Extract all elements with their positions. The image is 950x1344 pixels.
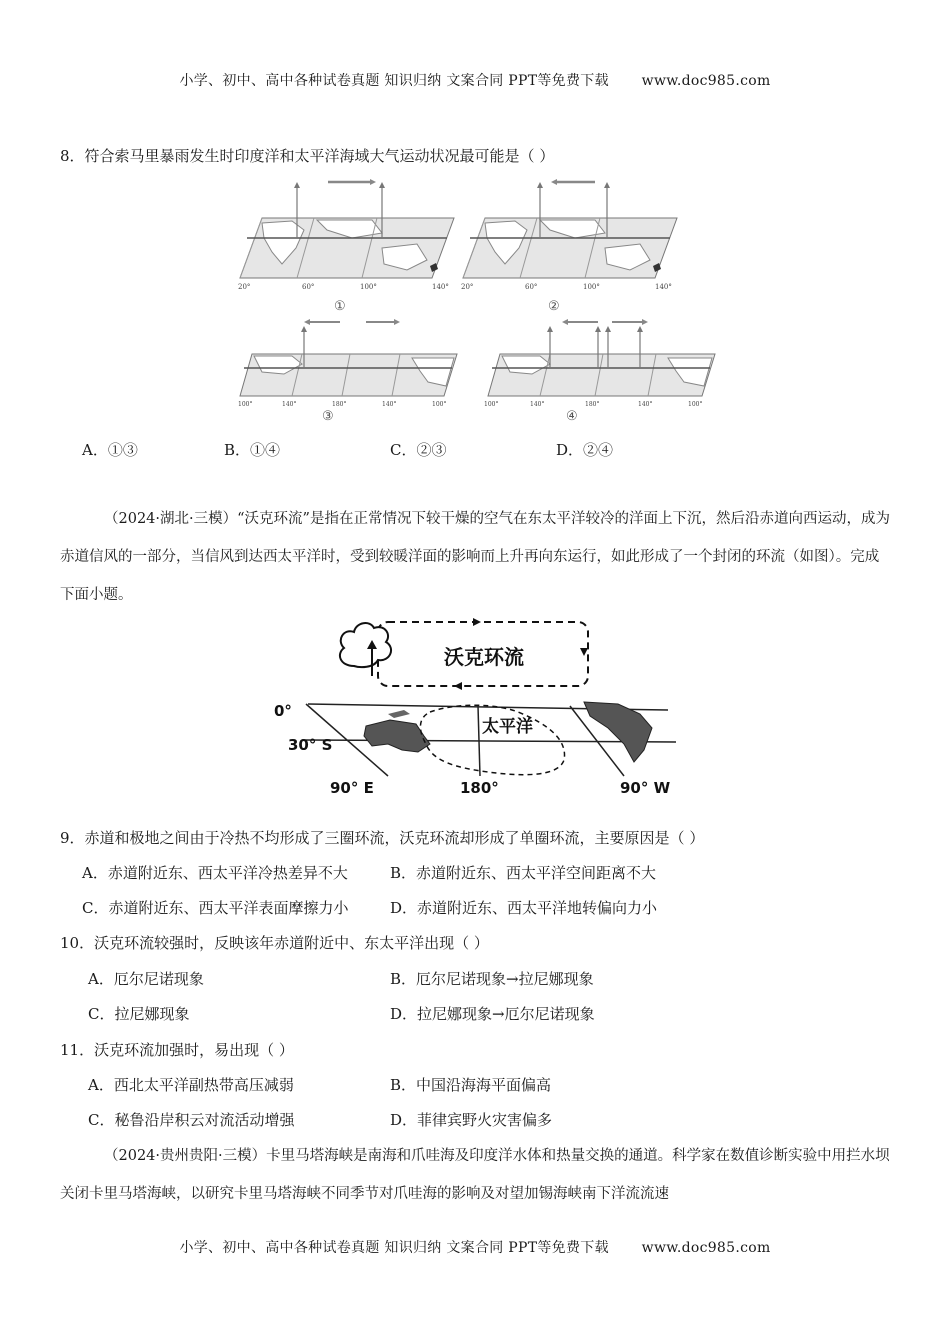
- q9-option-d[interactable]: D．赤道附近东、西太平洋地转偏向力小: [390, 899, 658, 917]
- q9-option-b[interactable]: B．赤道附近东、西太平洋空间距离不大: [390, 864, 657, 882]
- walker-circulation-figure: [268, 612, 688, 802]
- q8-map-3-tick-3: 180°: [332, 401, 347, 408]
- q8-map-2-tick-2: 60°: [525, 283, 538, 291]
- walker-lon-180: 180°: [460, 779, 499, 797]
- footer-site: www.doc985.com: [641, 1240, 771, 1256]
- walker-lat-30s: 30° S: [288, 736, 333, 754]
- q8-map-4-tick-3: 180°: [585, 401, 600, 408]
- q8-map-1-tick-1: 20°: [238, 283, 251, 291]
- q8-map-2: [455, 178, 685, 293]
- q8-map-1-tick-4: 140°: [432, 283, 449, 291]
- q8-map-3-tick-2: 140°: [282, 401, 297, 408]
- q11-option-b[interactable]: B．中国沿海海平面偏高: [390, 1076, 552, 1094]
- q8-map-4-tick-2: 140°: [530, 401, 545, 408]
- walker-lat-equator: 0°: [274, 702, 292, 720]
- q8-map-3-tick-5: 100°: [432, 401, 447, 408]
- q8-map-1-label: ①: [334, 299, 346, 314]
- page-footer: [0, 1237, 950, 1257]
- q8-option-d[interactable]: D．②④: [556, 441, 614, 459]
- q8-map-2-tick-4: 140°: [655, 283, 672, 291]
- walker-ocean-label: 太平洋: [482, 717, 533, 737]
- q8-map-3-label: ③: [322, 409, 334, 424]
- q10-option-b[interactable]: B．厄尔尼诺现象→拉尼娜现象: [390, 970, 594, 988]
- q10-stem: 10．沃克环流较强时，反映该年赤道附近中、东太平洋出现（ ）: [60, 934, 489, 952]
- q8-option-b[interactable]: B．①④: [224, 441, 281, 459]
- q10-option-d[interactable]: D．拉尼娜现象→厄尔尼诺现象: [390, 1005, 595, 1023]
- q8-option-c[interactable]: C．②③: [390, 441, 447, 459]
- q8-map-4: [480, 316, 720, 408]
- q8-map-2-tick-1: 20°: [461, 283, 474, 291]
- q9-stem: 9．赤道和极地之间由于冷热不均形成了三圈环流，沃克环流却形成了单圈环流，主要原因是（ ）: [60, 829, 705, 847]
- q8-map-3: [232, 316, 462, 408]
- q9-option-a[interactable]: A．赤道附近东、西太平洋冷热差异不大: [82, 864, 348, 882]
- q8-map-4-label: ④: [566, 409, 578, 424]
- passage-karimata: [60, 1137, 890, 1213]
- q11-option-a[interactable]: A．西北太平洋副热带高压减弱: [88, 1076, 294, 1094]
- q10-option-c[interactable]: C．拉尼娜现象: [88, 1005, 190, 1023]
- q8-stem: 8．符合索马里暴雨发生时印度洋和太平洋海域大气运动状况最可能是（ ）: [60, 147, 555, 165]
- walker-title: 沃克环流: [444, 645, 524, 669]
- q8-map-2-tick-3: 100°: [583, 283, 600, 291]
- q8-map-3-tick-4: 140°: [382, 401, 397, 408]
- q11-stem: 11．沃克环流加强时，易出现（ ）: [60, 1041, 294, 1059]
- q8-map-3-tick-1: 100°: [238, 401, 253, 408]
- header-site: www.doc985.com: [641, 73, 771, 89]
- page-header: [0, 70, 950, 90]
- q8-map-4-tick-5: 100°: [688, 401, 703, 408]
- q8-map-4-tick-4: 140°: [638, 401, 653, 408]
- walker-lon-90e: 90° E: [330, 779, 374, 797]
- q8-map-2-label: ②: [548, 299, 560, 314]
- q9-option-c[interactable]: C．赤道附近东、西太平洋表面摩擦力小: [82, 899, 349, 917]
- q11-option-d[interactable]: D．菲律宾野火灾害偏多: [390, 1111, 553, 1129]
- passage-karimata-text: （2024·贵州贵阳·三模）卡里马塔海峡是南海和爪哇海及印度洋水体和热量交换的通道。科学家在数值诊断实验中用拦水坝关闭卡里马塔海峡，以研究卡里马塔海峡不同季节对爪哇海的影响及对望加锡海峡南下洋流流速: [60, 1148, 890, 1202]
- passage-walker-text: （2024·湖北·三模）“沃克环流”是指在正常情况下较干燥的空气在东太平洋较冷的洋面上下沉，然后沿赤道向西运动，成为赤道信风的一部分，当信风到达西太平洋时，受到较暖洋面的影响而上升再向东运行，如此形成了一个封闭的环流（如图）。完成下面小题。: [60, 511, 890, 603]
- q10-option-a[interactable]: A．厄尔尼诺现象: [88, 970, 204, 988]
- q8-map-4-tick-1: 100°: [484, 401, 499, 408]
- header-text: 小学、初中、高中各种试卷真题 知识归纳 文案合同 PPT等免费下载: [179, 73, 609, 89]
- q8-map-1-tick-3: 100°: [360, 283, 377, 291]
- q8-map-1-tick-2: 60°: [302, 283, 315, 291]
- passage-walker: [60, 500, 890, 614]
- q8-map-1: [232, 178, 462, 293]
- walker-lon-90w: 90° W: [620, 779, 671, 797]
- q8-option-a[interactable]: A．①③: [82, 441, 138, 459]
- footer-text: 小学、初中、高中各种试卷真题 知识归纳 文案合同 PPT等免费下载: [179, 1240, 609, 1256]
- q11-option-c[interactable]: C．秘鲁沿岸积云对流活动增强: [88, 1111, 295, 1129]
